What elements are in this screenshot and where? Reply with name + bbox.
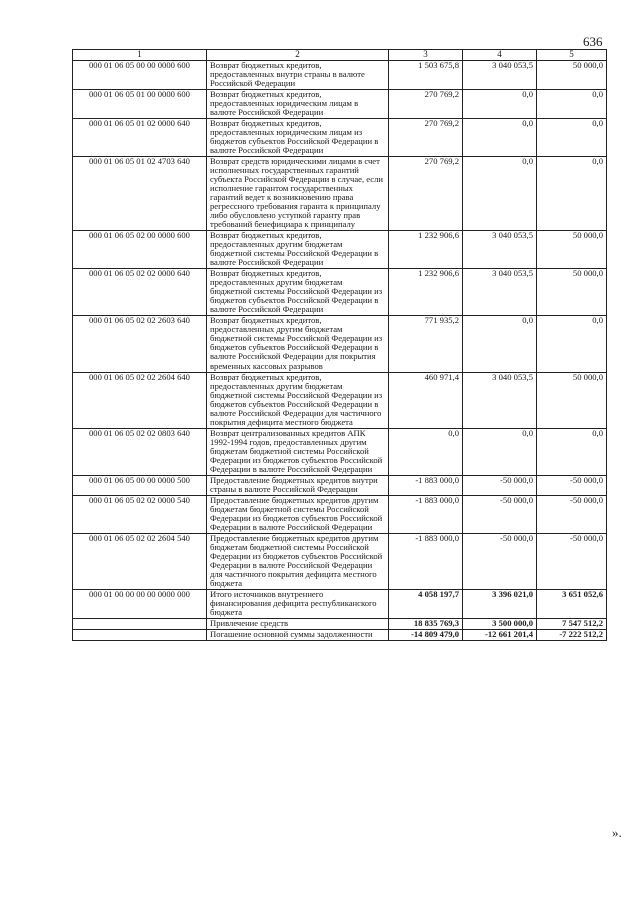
row-description-cell: Возврат бюджетных кредитов, предоставленных юридическим лицам из бюджетов субъектов Российской Федерации в валюте Российской Федерации — [207, 119, 389, 157]
row-code-cell: 000 01 06 05 02 02 0000 540 — [73, 495, 207, 533]
row-code-cell: 000 01 00 00 00 00 0000 000 — [73, 589, 207, 618]
row-description-cell: Возврат средств юридическими лицами в счет исполненных государственных гарантий субъекта Российской Федерации в случае, если исполнение гарантом государственных гарантий ведет к возникновению права регрессного требования гаранта к принципалу либо обусловлено уступкой гаранту прав требований бенефициара к принципалу — [207, 157, 389, 231]
table-row — [73, 90, 607, 119]
row-description-cell: Погашение основной суммы задолженности — [207, 629, 389, 640]
row-code-cell: 000 01 06 05 01 02 0000 640 — [73, 119, 207, 157]
row-value-col4-cell: -50 000,0 — [463, 475, 537, 495]
budget-sources-table — [72, 49, 607, 641]
table-row — [73, 231, 607, 269]
row-value-col5-cell: 50 000,0 — [537, 61, 607, 90]
row-code-cell: 000 01 06 05 02 02 0000 640 — [73, 269, 207, 316]
row-value-col5-cell: 7 547 512,2 — [537, 618, 607, 629]
row-value-col4-cell: 0,0 — [463, 90, 537, 119]
row-value-col5-cell: 50 000,0 — [537, 269, 607, 316]
row-value-col5-cell: -7 222 512,2 — [537, 629, 607, 640]
row-code-cell: 000 01 06 05 01 02 4703 640 — [73, 157, 207, 231]
column-header: 4 — [463, 50, 537, 61]
row-description-cell: Возврат бюджетных кредитов, предоставленных юридическим лицам в валюте Российской Федерации — [207, 90, 389, 119]
row-value-col5-cell: -50 000,0 — [537, 475, 607, 495]
row-description-cell: Возврат бюджетных кредитов, предоставленных другим бюджетам бюджетной системы Российской Федерации из бюджетов субъектов Российской Федерации в валюте Российской Федерации для покрытия временных кассовых разрывов — [207, 316, 389, 372]
row-value-col5-cell: 50 000,0 — [537, 372, 607, 428]
row-value-col4-cell: -50 000,0 — [463, 495, 537, 533]
row-description-cell: Возврат бюджетных кредитов, предоставленных другим бюджетам бюджетной системы Российской Федерации из бюджетов субъектов Российской Федерации в валюте Российской Федерации — [207, 269, 389, 316]
row-value-col3-cell: 270 769,2 — [389, 90, 463, 119]
table-row — [73, 61, 607, 90]
row-description-cell: Предоставление бюджетных кредитов другим бюджетам бюджетной системы Российской Федерации из бюджетов субъектов Российской Федерации в валюте Российской Федерации — [207, 495, 389, 533]
row-value-col4-cell: 0,0 — [463, 119, 537, 157]
column-header: 1 — [73, 50, 207, 61]
row-value-col4-cell: 0,0 — [463, 428, 537, 475]
column-header: 5 — [537, 50, 607, 61]
row-description-cell: Возврат централизованных кредитов АПК 1992-1994 годов, предоставленных другим бюджетам бюджетной системы Российской Федерации из бюджетов субъектов Российской Федерации в валюте Российской Федерации — [207, 428, 389, 475]
row-code-cell: 000 01 06 05 01 00 0000 600 — [73, 90, 207, 119]
row-code-cell: 000 01 06 05 00 00 0000 600 — [73, 61, 207, 90]
row-value-col5-cell: 0,0 — [537, 90, 607, 119]
table-row — [73, 372, 607, 428]
table-row — [73, 589, 607, 618]
row-value-col4-cell: 3 040 053,5 — [463, 372, 537, 428]
row-code-cell — [73, 629, 207, 640]
row-value-col3-cell: 4 058 197,7 — [389, 589, 463, 618]
row-value-col3-cell: -1 883 000,0 — [389, 475, 463, 495]
row-code-cell — [73, 618, 207, 629]
row-value-col3-cell: 1 503 675,8 — [389, 61, 463, 90]
row-value-col4-cell: 0,0 — [463, 157, 537, 231]
row-description-cell: Возврат бюджетных кредитов, предоставленных внутри страны в валюте Российской Федерации — [207, 61, 389, 90]
row-value-col4-cell: 3 500 000,0 — [463, 618, 537, 629]
row-description-cell: Возврат бюджетных кредитов, предоставленных другим бюджетам бюджетной системы Российской Федерации из бюджетов субъектов Российской Федерации в валюте Российской Федерации для частичного покрытия дефицита местного бюджета — [207, 372, 389, 428]
row-value-col5-cell: -50 000,0 — [537, 533, 607, 589]
row-value-col3-cell: 1 232 906,6 — [389, 231, 463, 269]
closing-quote: ». — [612, 825, 622, 840]
row-value-col5-cell: 0,0 — [537, 316, 607, 372]
row-value-col4-cell: 3 040 053,5 — [463, 231, 537, 269]
row-description-cell: Возврат бюджетных кредитов, предоставленных другим бюджетам бюджетной системы Российской Федерации в валюте Российской Федерации — [207, 231, 389, 269]
row-value-col5-cell: -50 000,0 — [537, 495, 607, 533]
row-value-col3-cell: -1 883 000,0 — [389, 533, 463, 589]
table-row — [73, 618, 607, 629]
row-value-col3-cell: 270 769,2 — [389, 119, 463, 157]
table-row — [73, 533, 607, 589]
table-row — [73, 316, 607, 372]
row-code-cell: 000 01 06 05 02 02 0803 640 — [73, 428, 207, 475]
table-row — [73, 475, 607, 495]
table-header-row — [73, 50, 607, 61]
row-value-col3-cell: 1 232 906,6 — [389, 269, 463, 316]
table-row — [73, 629, 607, 640]
row-value-col4-cell: -12 661 201,4 — [463, 629, 537, 640]
row-value-col5-cell: 50 000,0 — [537, 231, 607, 269]
row-value-col3-cell: 771 935,2 — [389, 316, 463, 372]
row-value-col4-cell: -50 000,0 — [463, 533, 537, 589]
row-value-col3-cell: -1 883 000,0 — [389, 495, 463, 533]
row-value-col5-cell: 0,0 — [537, 428, 607, 475]
row-code-cell: 000 01 06 05 00 00 0000 500 — [73, 475, 207, 495]
row-value-col4-cell: 3 040 053,5 — [463, 61, 537, 90]
table-row — [73, 428, 607, 475]
table-row — [73, 495, 607, 533]
row-description-cell: Предоставление бюджетных кредитов другим бюджетам бюджетной системы Российской Федерации из бюджетов субъектов Российской Федерации в валюте Российской Федерации для частичного покрытия дефицита местного бюджета — [207, 533, 389, 589]
column-header: 2 — [207, 50, 389, 61]
row-description-cell: Привлечение средств — [207, 618, 389, 629]
row-code-cell: 000 01 06 05 02 02 2604 540 — [73, 533, 207, 589]
row-value-col3-cell: 270 769,2 — [389, 157, 463, 231]
page-number: 636 — [583, 34, 603, 49]
row-code-cell: 000 01 06 05 02 02 2603 640 — [73, 316, 207, 372]
column-header: 3 — [389, 50, 463, 61]
table-row — [73, 119, 607, 157]
row-value-col5-cell: 3 651 052,6 — [537, 589, 607, 618]
row-value-col3-cell: 18 835 769,3 — [389, 618, 463, 629]
row-code-cell: 000 01 06 05 02 02 2604 640 — [73, 372, 207, 428]
row-value-col4-cell: 3 040 053,5 — [463, 269, 537, 316]
table-body — [73, 61, 607, 641]
row-value-col4-cell: 3 396 021,0 — [463, 589, 537, 618]
row-code-cell: 000 01 06 05 02 00 0000 600 — [73, 231, 207, 269]
row-value-col3-cell: 0,0 — [389, 428, 463, 475]
table-row — [73, 157, 607, 231]
row-description-cell: Предоставление бюджетных кредитов внутри страны в валюте Российской Федерации — [207, 475, 389, 495]
row-description-cell: Итого источников внутреннего финансирования дефицита республиканского бюджета — [207, 589, 389, 618]
table-row — [73, 269, 607, 316]
row-value-col3-cell: -14 809 479,0 — [389, 629, 463, 640]
row-value-col3-cell: 460 971,4 — [389, 372, 463, 428]
row-value-col4-cell: 0,0 — [463, 316, 537, 372]
row-value-col5-cell: 0,0 — [537, 119, 607, 157]
row-value-col5-cell: 0,0 — [537, 157, 607, 231]
